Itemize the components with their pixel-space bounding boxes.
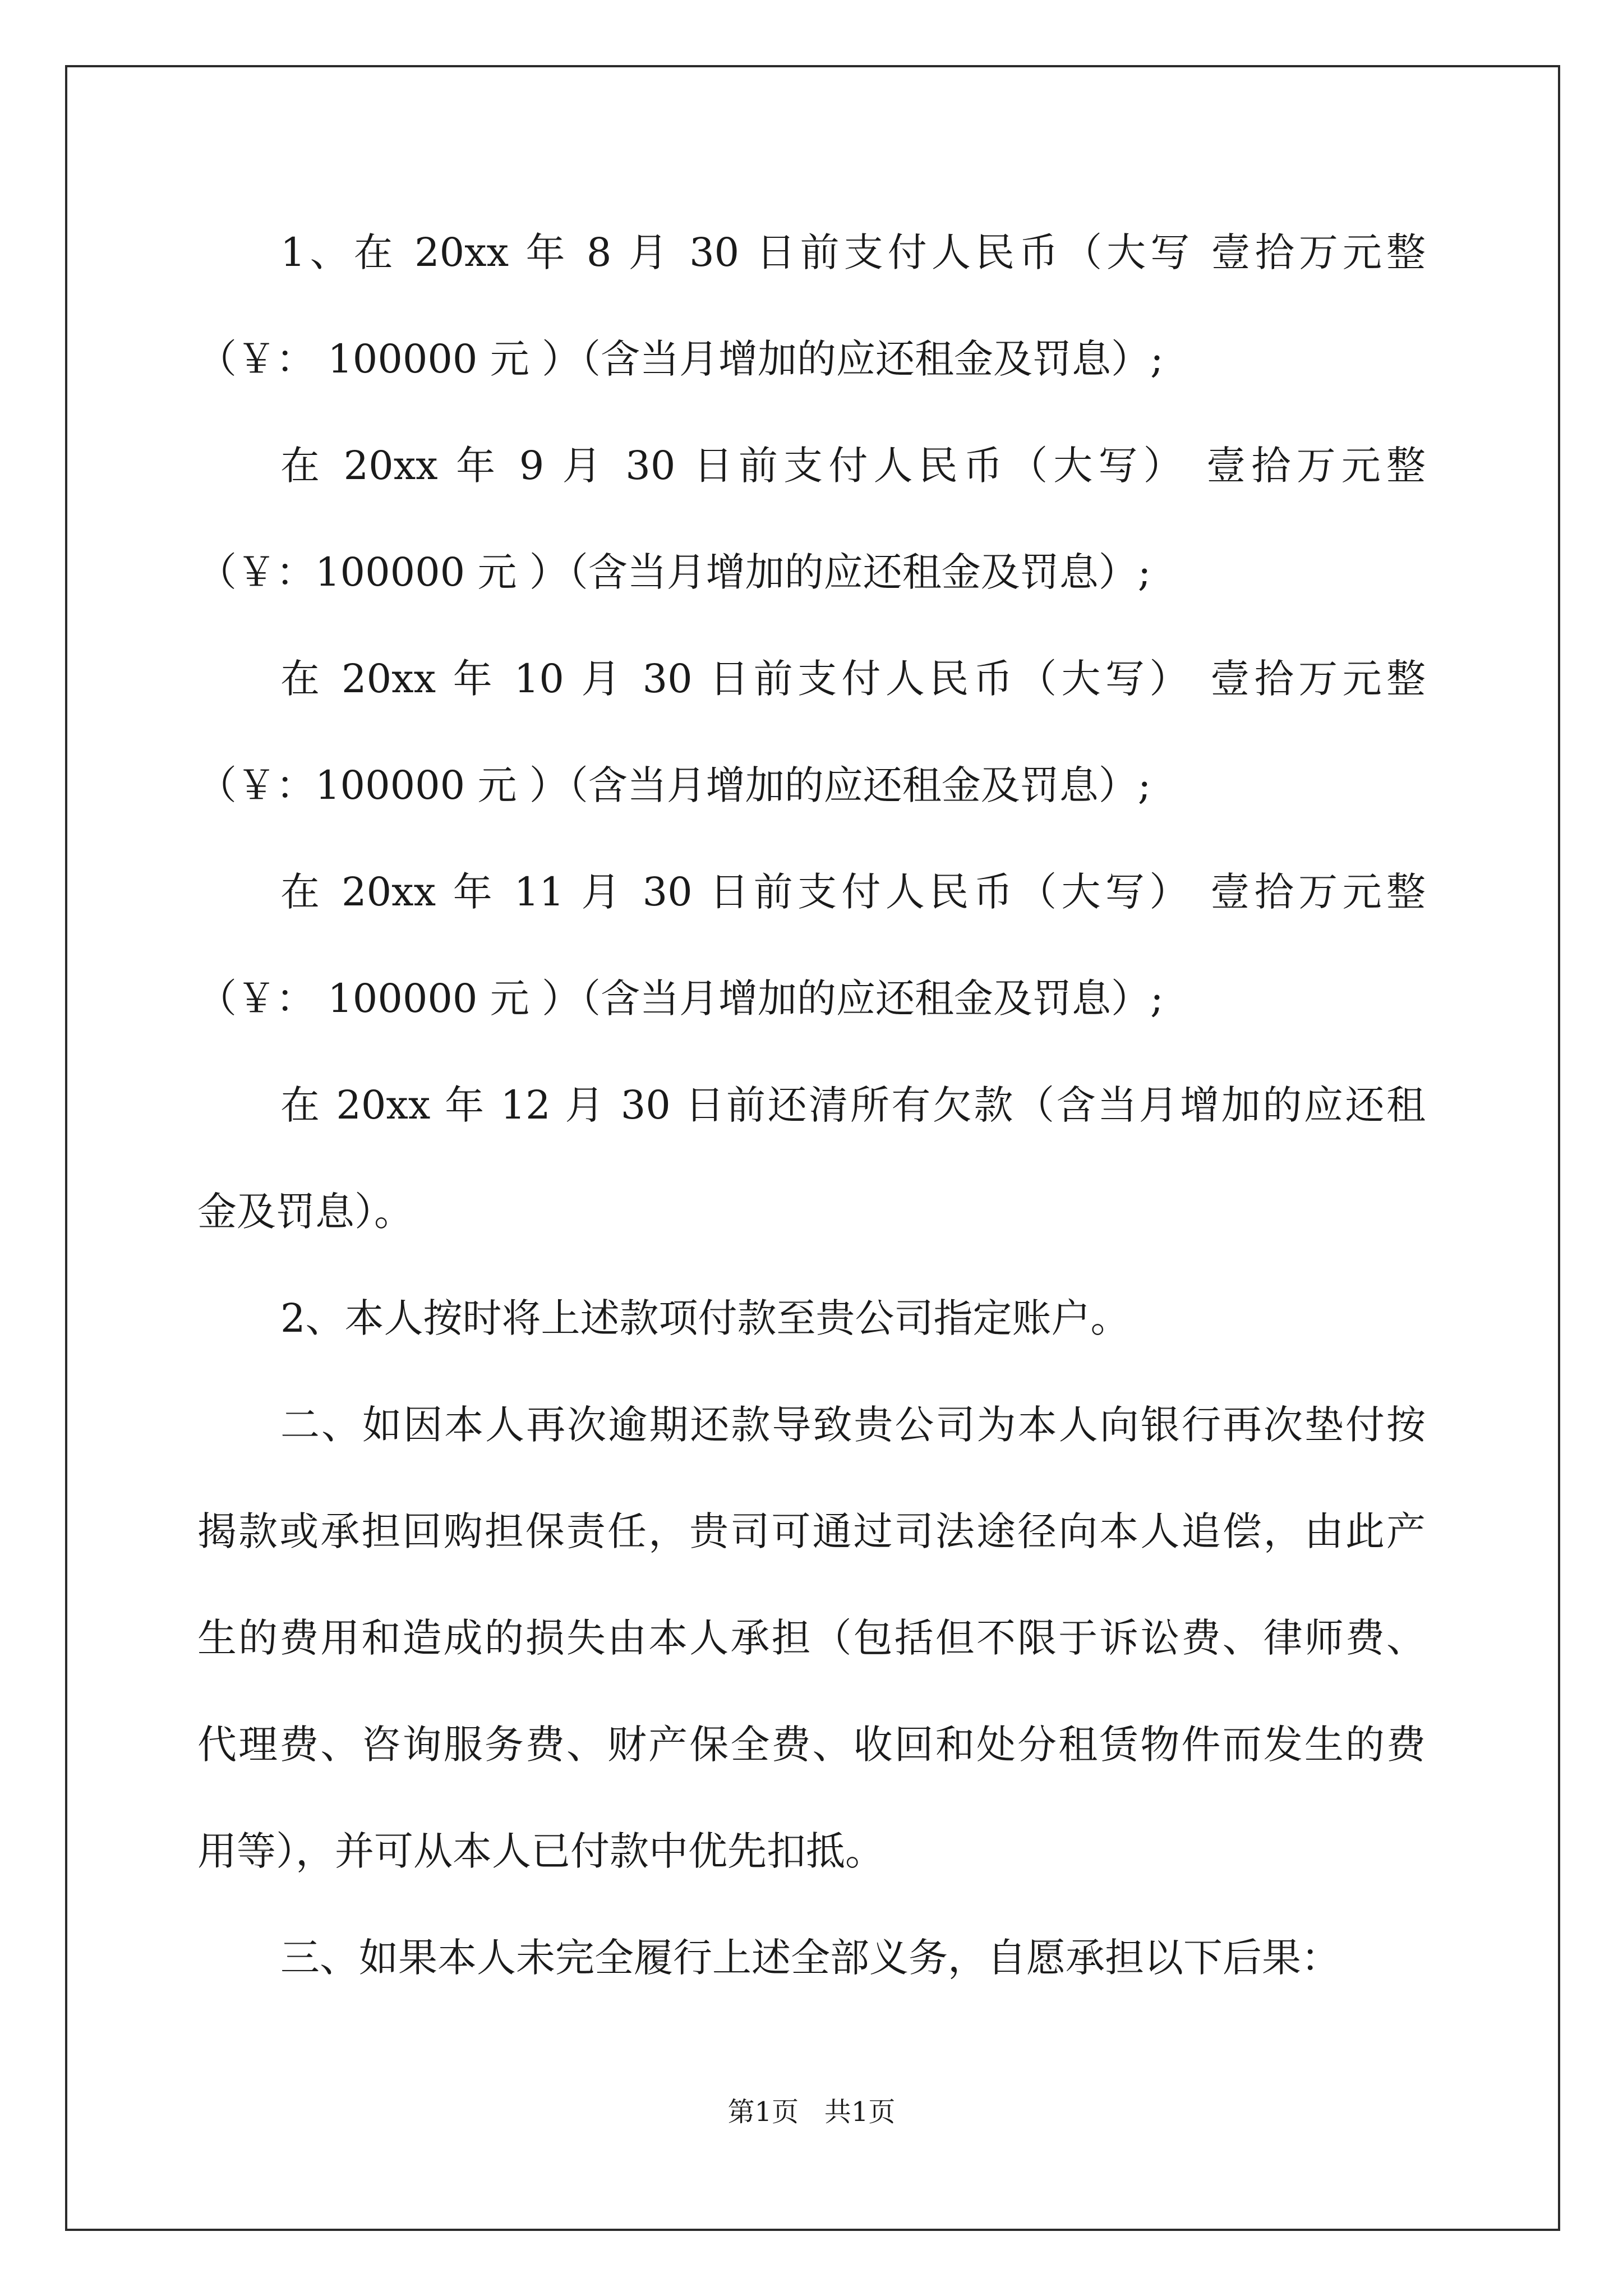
paragraph-line: （￥：100000 元 ）（含当月增加的应还租金及罚息）; <box>197 762 1151 808</box>
paragraph-line: 生的费用和造成的损失由本人承担（包括但不限于诉讼费、律师费、 <box>197 1615 1426 1661</box>
paragraph-line: （￥： 100000 元 ）（含当月增加的应还租金及罚息）; <box>197 336 1164 382</box>
paragraph-line: 在 20xx 年 12 月 30 日前还清所有欠款（含当月增加的应还租 <box>280 1082 1426 1128</box>
paragraph-line: 二、如因本人再次逾期还款导致贵公司为本人向银行再次垫付按 <box>280 1402 1426 1448</box>
paragraph-line: 1、在 20xx 年 8 月 30 日前支付人民币（大写 壹拾万元整 <box>280 229 1426 275</box>
page-border <box>65 65 1560 2231</box>
paragraph-line: 在 20xx 年 10 月 30 日前支付人民币（大写） 壹拾万元整 <box>280 656 1426 702</box>
paragraph-line: 在 20xx 年 11 月 30 日前支付人民币（大写） 壹拾万元整 <box>280 869 1426 915</box>
paragraph-line: 揭款或承担回购担保责任，贵司可通过司法途径向本人追偿，由此产 <box>197 1508 1426 1554</box>
paragraph-line: 三、如果本人未完全履行上述全部义务，自愿承担以下后果： <box>280 1935 1340 1981</box>
paragraph-line: 2、本人按时将上述款项付款至贵公司指定账户。 <box>280 1295 1130 1341</box>
paragraph-line: 在 20xx 年 9 月 30 日前支付人民币（大写） 壹拾万元整 <box>280 443 1426 489</box>
paragraph-line: （￥： 100000 元 ）（含当月增加的应还租金及罚息）; <box>197 976 1164 1022</box>
paragraph-line: （￥：100000 元 ）（含当月增加的应还租金及罚息）; <box>197 549 1151 595</box>
page-footer: 第1页 共1页 <box>727 2096 896 2128</box>
paragraph-line: 用等），并可从本人已付款中优先扣抵。 <box>197 1828 884 1874</box>
paragraph-line: 金及罚息）。 <box>197 1189 413 1235</box>
paragraph-line: 代理费、咨询服务费、财产保全费、收回和处分租赁物件而发生的费 <box>197 1722 1426 1768</box>
